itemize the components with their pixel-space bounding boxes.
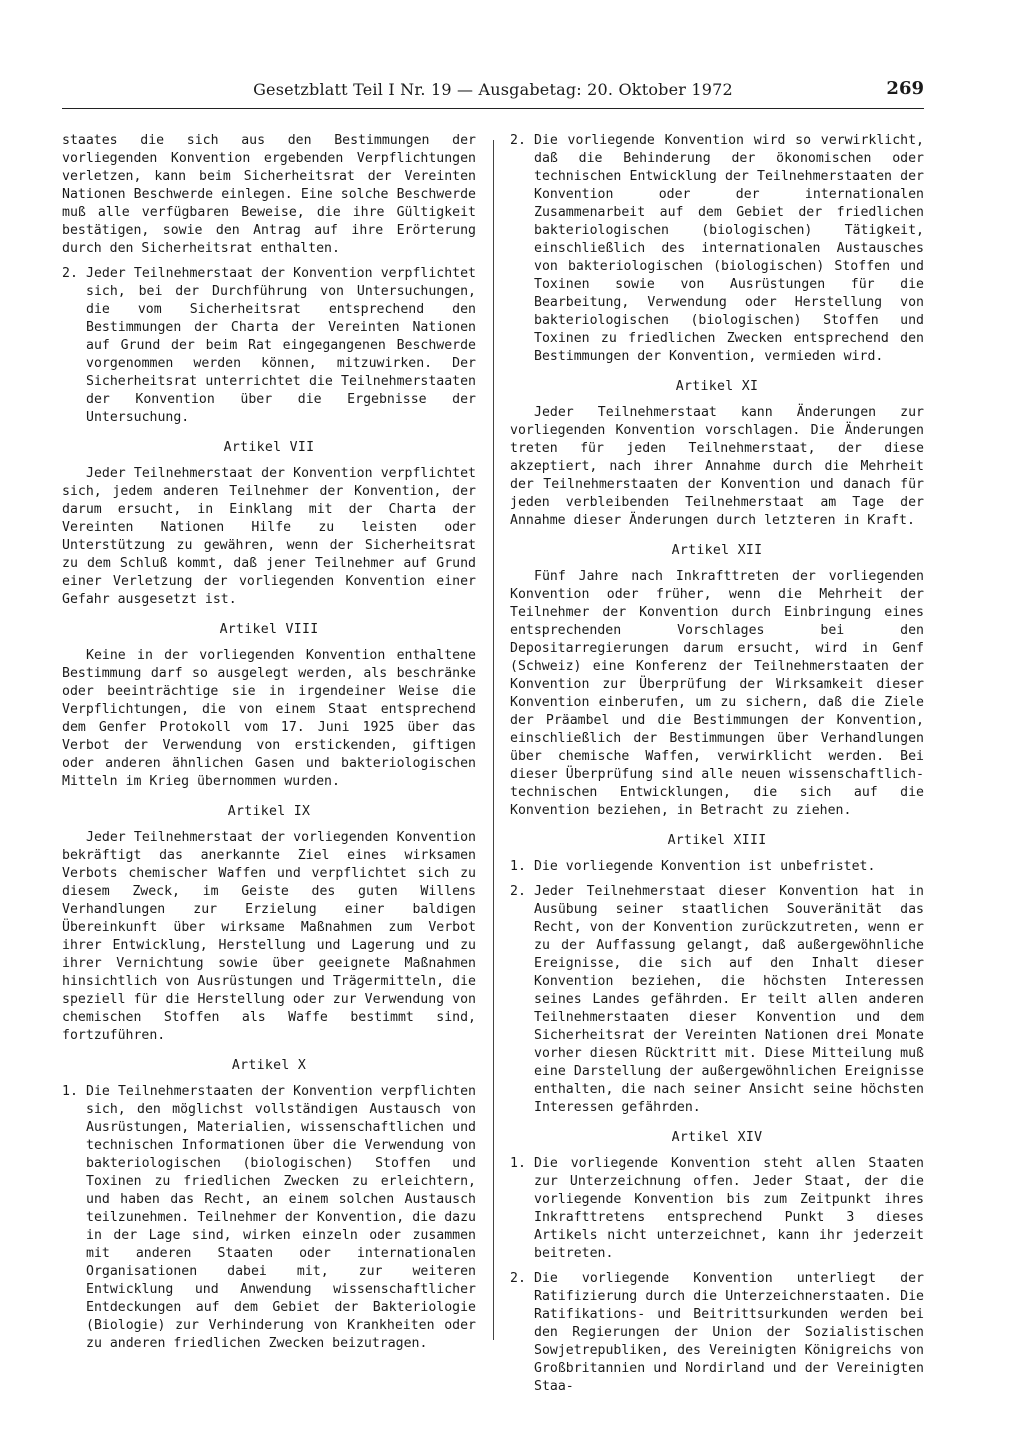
item-number: 1. [62, 1084, 78, 1099]
art13-item1 [510, 858, 924, 876]
item-text: Die vorliegende Konvention ist unbefristet. [534, 859, 876, 874]
art13-item2 [510, 883, 924, 1117]
page-header [62, 74, 924, 109]
art11-heading: Artikel XI [675, 379, 759, 394]
art9-heading: Artikel IX [227, 804, 311, 819]
item-text: Jeder Teilnehmerstaat dieser Konvention hat in Ausübung seiner staatlichen Souveränität das Recht, von der Konvention zurückzutreten, wenn er zu der Auffassung gelangt, daß außergewöhnliche Ereignisse, die sich auf den Inhalt dieser Konvention beziehen, die höchsten Interessen seines Landes gefährden. Er teilt allen anderen Teilnehmerstaaten dieser Konvention und dem Sicherheitsrat der Vereinten Nationen drei Monate vorher diesen Rücktritt mit. Diese Mitteilung muß eine Darstellung der außergewöhnlichen Ereignisse enthalten, die nach seiner Ansicht seine höchsten Interessen gefährden. [534, 884, 924, 1115]
art7-text: Jeder Teilnehmerstaat der Konvention verpflichtet sich, jedem anderen Teilnehmer der Konvention, der darum ersucht, in Einklang mit der Charta der Vereinten Nationen Hilfe zu leisten oder Unterstützung zu gewähren, wenn der Sicherheitsrat zu dem Schluß kommt, daß jener Teilnehmer auf Grund einer Verletzung der vorliegenden Konvention einer Gefahr ausgesetzt ist. [62, 466, 476, 607]
art10-item2 [510, 132, 924, 366]
item-text: Die vorliegende Konvention unterliegt der Ratifizierung durch die Unterzeichnerstaaten. Die Ratifikations- und Beitrittsurkunden werden bei den Regierungen der Union der Sozialistischen Sowjetrepubliken, des Vereinigten Königreichs von Großbritannien und Nordirland und der Vereinigten Staa- [534, 1271, 924, 1394]
page-number: 269 [886, 78, 924, 99]
item-text: Die vorliegende Konvention steht allen Staaten zur Unterzeichnung offen. Jeder Staat, der die vorliegende Konvention bis zum Zeitpunkt ihres Inkrafttretens entsprechend Punkt 3 dieses Artikels nicht unterzeichnet, kann ihr jederzeit beitreten. [534, 1156, 924, 1261]
art6-item1-continuation: staates die sich aus den Bestimmungen der vorliegenden Konvention ergebenden Verpflichtungen verletzen, kann beim Sicherheitsrat der Vereinten Nationen Beschwerde einlegen. Eine solche Beschwerde muß alle verfügbaren Beweise, die ihre Gültigkeit bestätigen, sowie den Antrag auf ihre Erörterung durch den Sicherheitsrat enthalten. [62, 133, 476, 256]
item-number: 2. [510, 884, 526, 899]
item-number: 2. [510, 1271, 526, 1286]
right-column [510, 132, 924, 1403]
art13-heading: Artikel XIII [667, 833, 767, 848]
art6-item2 [62, 265, 476, 427]
gazette-title: Gesetzblatt Teil I Nr. 19 — Ausgabetag: 20. Oktober 1972 [253, 80, 733, 99]
item-text: Jeder Teilnehmerstaat der Konvention verpflichtet sich, bei der Durchführung von Untersuchungen, die vom Sicherheitsrat entsprechend den Bestimmungen der Charta der Vereinten Nationen auf Grund der beim Rat eingegangenen Beschwerde vorgenommen werden können, mitzuwirken. Der Sicherheitsrat unterrichtet die Teilnehmerstaaten der Konvention über die Ergebnisse der Untersuchung. [86, 266, 476, 425]
left-column [62, 132, 476, 1360]
art14-item2 [510, 1270, 924, 1396]
column-divider [493, 140, 494, 1340]
item-number: 1. [510, 1156, 526, 1171]
art12-text: Fünf Jahre nach Inkrafttreten der vorliegenden Konvention oder früher, wenn die Mehrheit der Teilnehmer der Konvention durch Einbringung eines entsprechenden Vorschlages bei den Depositarregierungen darum ersucht, wird in Genf (Schweiz) eine Konferenz der Teilnehmerstaaten der Konvention zur Überprüfung der Wirksamkeit dieser Konvention einberufen, um zu sichern, daß die Ziele der Präambel und die Bestimmungen der Konvention, einschließlich der Bestimmungen über Verhandlungen über chemische Waffen, verwirklicht werden. Bei dieser Überprüfung sind alle neuen wissenschaftlich-technischen Entwicklungen, die sich auf die Konvention beziehen, in Betracht zu ziehen. [510, 569, 924, 818]
art8-heading: Artikel VIII [219, 622, 319, 637]
art9-text: Jeder Teilnehmerstaat der vorliegenden Konvention bekräftigt das anerkannte Ziel eines wirksamen Verbots chemischer Waffen und verpflichtet sich zu diesem Zweck, im Geiste des guten Willens Verhandlungen zur Erzielung einer baldigen Übereinkunft über wirksame Maßnahmen zum Verbot ihrer Entwicklung, Herstellung und Lagerung und zu ihrer Vernichtung sowie über geeignete Maßnahmen hinsichtlich von Ausrüstungen und Trägermitteln, die speziell für die Herstellung oder zur Verwendung von chemischen Stoffen als Waffe bestimmt sind, fortzuführen. [62, 830, 476, 1043]
item-text: Die Teilnehmerstaaten der Konvention verpflichten sich, den möglichst vollständigen Austausch von Ausrüstungen, Materialien, wissenschaftlichen und technischen Informationen über die Verwendung von bakteriologischen (biologischen) Stoffen und Toxinen zu friedlichen Zwecken zu erleichtern, und haben das Recht, an einem solchen Austausch teilzunehmen. Teilnehmer der Konvention, die dazu in der Lage sind, wirken einzeln oder zusammen mit anderen Staaten oder internationalen Organisationen dabei mit, zur weiteren Entwicklung und Anwendung wissenschaftlicher Entdeckungen auf dem Gebiet der Bakteriologie (Biologie) zur Verhinderung von Krankheiten oder zu anderen friedlichen Zwecken beizutragen. [86, 1084, 476, 1351]
item-text: Die vorliegende Konvention wird so verwirklicht, daß die Behinderung der ökonomischen oder technischen Entwicklung der Teilnehmerstaaten der Konvention oder der internationalen Zusammenarbeit auf dem Gebiet der friedlichen bakteriologischen (biologischen) Tätigkeit, einschließlich des internationalen Austausches von bakteriologischen (biologischen) Stoffen und Toxinen sowie von Ausrüstungen für die Bearbeitung, Verwendung oder Herstellung von bakteriologischen (biologischen) Stoffen und Toxinen zu friedlichen Zwecken entsprechend den Bestimmungen der Konvention, vermieden wird. [534, 133, 924, 364]
art7-heading: Artikel VII [223, 440, 315, 455]
art10-item1 [62, 1083, 476, 1353]
art12-heading: Artikel XII [671, 543, 763, 558]
art11-text: Jeder Teilnehmerstaat kann Änderungen zur vorliegenden Konvention vorschlagen. Die Änderungen treten für jeden Teilnehmerstaat, der diese akzeptiert, nach ihrer Annahme durch die Mehrheit der Teilnehmerstaaten der Konvention und danach für jeden verbleibenden Teilnehmerstaat am Tage der Annahme dieser Änderungen durch letzteren in Kraft. [510, 405, 924, 528]
art8-text: Keine in der vorliegenden Konvention enthaltene Bestimmung darf so ausgelegt werden, als beschränke oder beeinträchtige sie in irgendeiner Weise die Verpflichtungen, die von einem Staat entsprechend dem Genfer Protokoll vom 17. Juni 1925 über das Verbot der Verwendung von erstickenden, giftigen oder anderen ähnlichen Gasen und bakteriologischen Mitteln im Krieg übernommen wurden. [62, 648, 476, 789]
item-number: 1. [510, 859, 526, 874]
art10-heading: Artikel X [231, 1058, 307, 1073]
art14-heading: Artikel XIV [671, 1130, 763, 1145]
art14-item1 [510, 1155, 924, 1263]
item-number: 2. [510, 133, 526, 148]
item-number: 2. [62, 266, 78, 281]
